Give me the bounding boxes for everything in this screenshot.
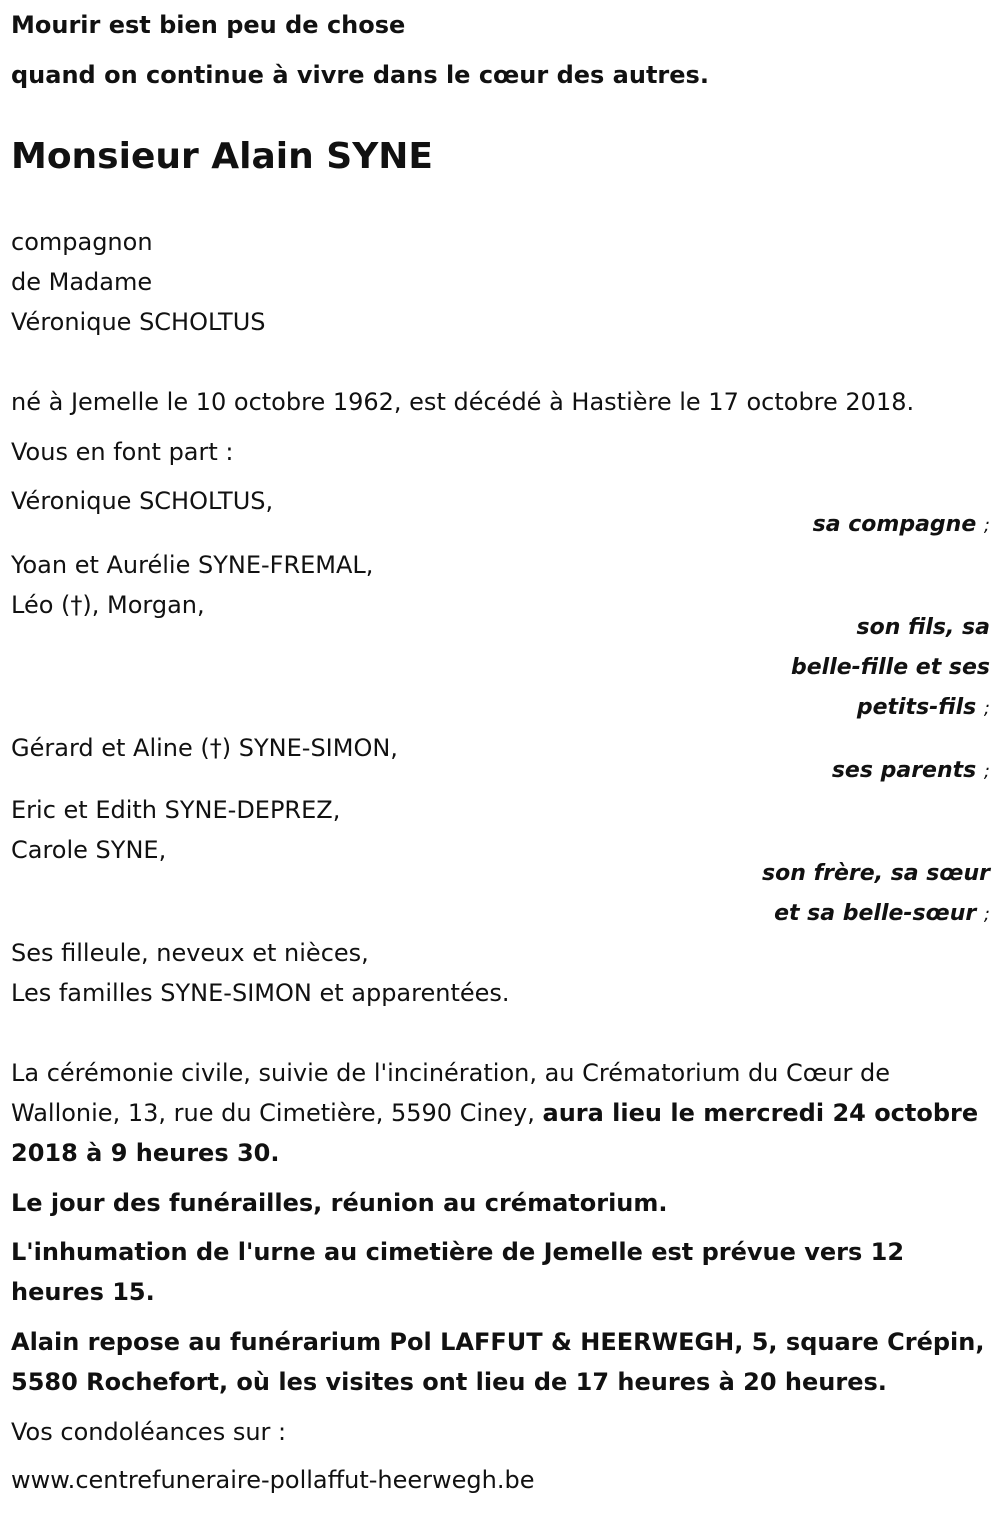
website-link[interactable]: www.centrefuneraire-pollaffut-heerwegh.be [11, 1466, 535, 1494]
family-g3-role-text: ses parents [831, 758, 977, 783]
epigraph-line-2: quand on continue à vivre dans le cœur des autres. [11, 61, 709, 89]
family-g5-line-2: Les familles SYNE-SIMON et apparentées. [11, 979, 510, 1007]
ceremony-paragraph [11, 1053, 986, 1173]
condolences-label: Vos condoléances sur : [11, 1418, 287, 1446]
semicolon: ; [983, 904, 990, 925]
family-g2-role-1: son fils, sa [856, 615, 990, 640]
family-g2-role-2: belle-fille et ses [791, 655, 990, 680]
semicolon: ; [983, 761, 990, 782]
relation-line-2: de Madame [11, 268, 153, 296]
family-g1-role-text: sa compagne [812, 512, 977, 537]
family-g4-line-1: Eric et Edith SYNE-DEPREZ, [11, 796, 341, 824]
gathering-note: Le jour des funérailles, réunion au crématorium. [11, 1189, 668, 1217]
family-g5-line-1: Ses filleule, neveux et nièces, [11, 939, 369, 967]
family-g3-line-1: Gérard et Aline (†) SYNE-SIMON, [11, 734, 398, 762]
epigraph-line-1: Mourir est bien peu de chose [11, 11, 406, 39]
family-g2-role-3-text: petits-fils [856, 695, 977, 720]
family-g2-line-2: Léo (†), Morgan, [11, 591, 205, 619]
family-g4-role-2-text: et sa belle-sœur [774, 901, 977, 926]
deceased-name: Monsieur Alain SYNE [11, 136, 433, 177]
family-g1-role [813, 505, 990, 546]
ceremony-date: aura lieu le mercredi 24 octobre 2018 à 9 heures 30. [11, 1099, 979, 1167]
ceremony-text: La cérémonie civile, suivie de l'incinération, au Crématorium du Cœur de Wallonie, 13, rue du Cimetière, 5590 Ciney, [11, 1059, 891, 1127]
relation-line-1: compagnon [11, 228, 153, 256]
family-g3-role [832, 751, 990, 792]
family-g4-role-2 [774, 894, 990, 935]
family-g2-role-3 [857, 688, 990, 729]
announcers-intro: Vous en font part : [11, 438, 234, 466]
family-g2-line-1: Yoan et Aurélie SYNE-FREMAL, [11, 551, 374, 579]
semicolon: ; [983, 698, 990, 719]
relation-line-3: Véronique SCHOLTUS [11, 308, 266, 336]
family-g4-role-1: son frère, sa sœur [762, 861, 990, 886]
birth-death-line: né à Jemelle le 10 octobre 1962, est décédé à Hastière le 17 octobre 2018. [11, 388, 915, 416]
family-g1-line-1: Véronique SCHOLTUS, [11, 487, 274, 515]
semicolon: ; [983, 515, 990, 536]
family-g4-line-2: Carole SYNE, [11, 836, 167, 864]
visitation-note: Alain repose au funérarium Pol LAFFUT & HEERWEGH, 5, square Crépin, 5580 Rochefort, où les visites ont lieu de 17 heures à 20 heures. [11, 1328, 985, 1396]
inhumation-note: L'inhumation de l'urne au cimetière de Jemelle est prévue vers 12 heures 15. [11, 1238, 905, 1306]
